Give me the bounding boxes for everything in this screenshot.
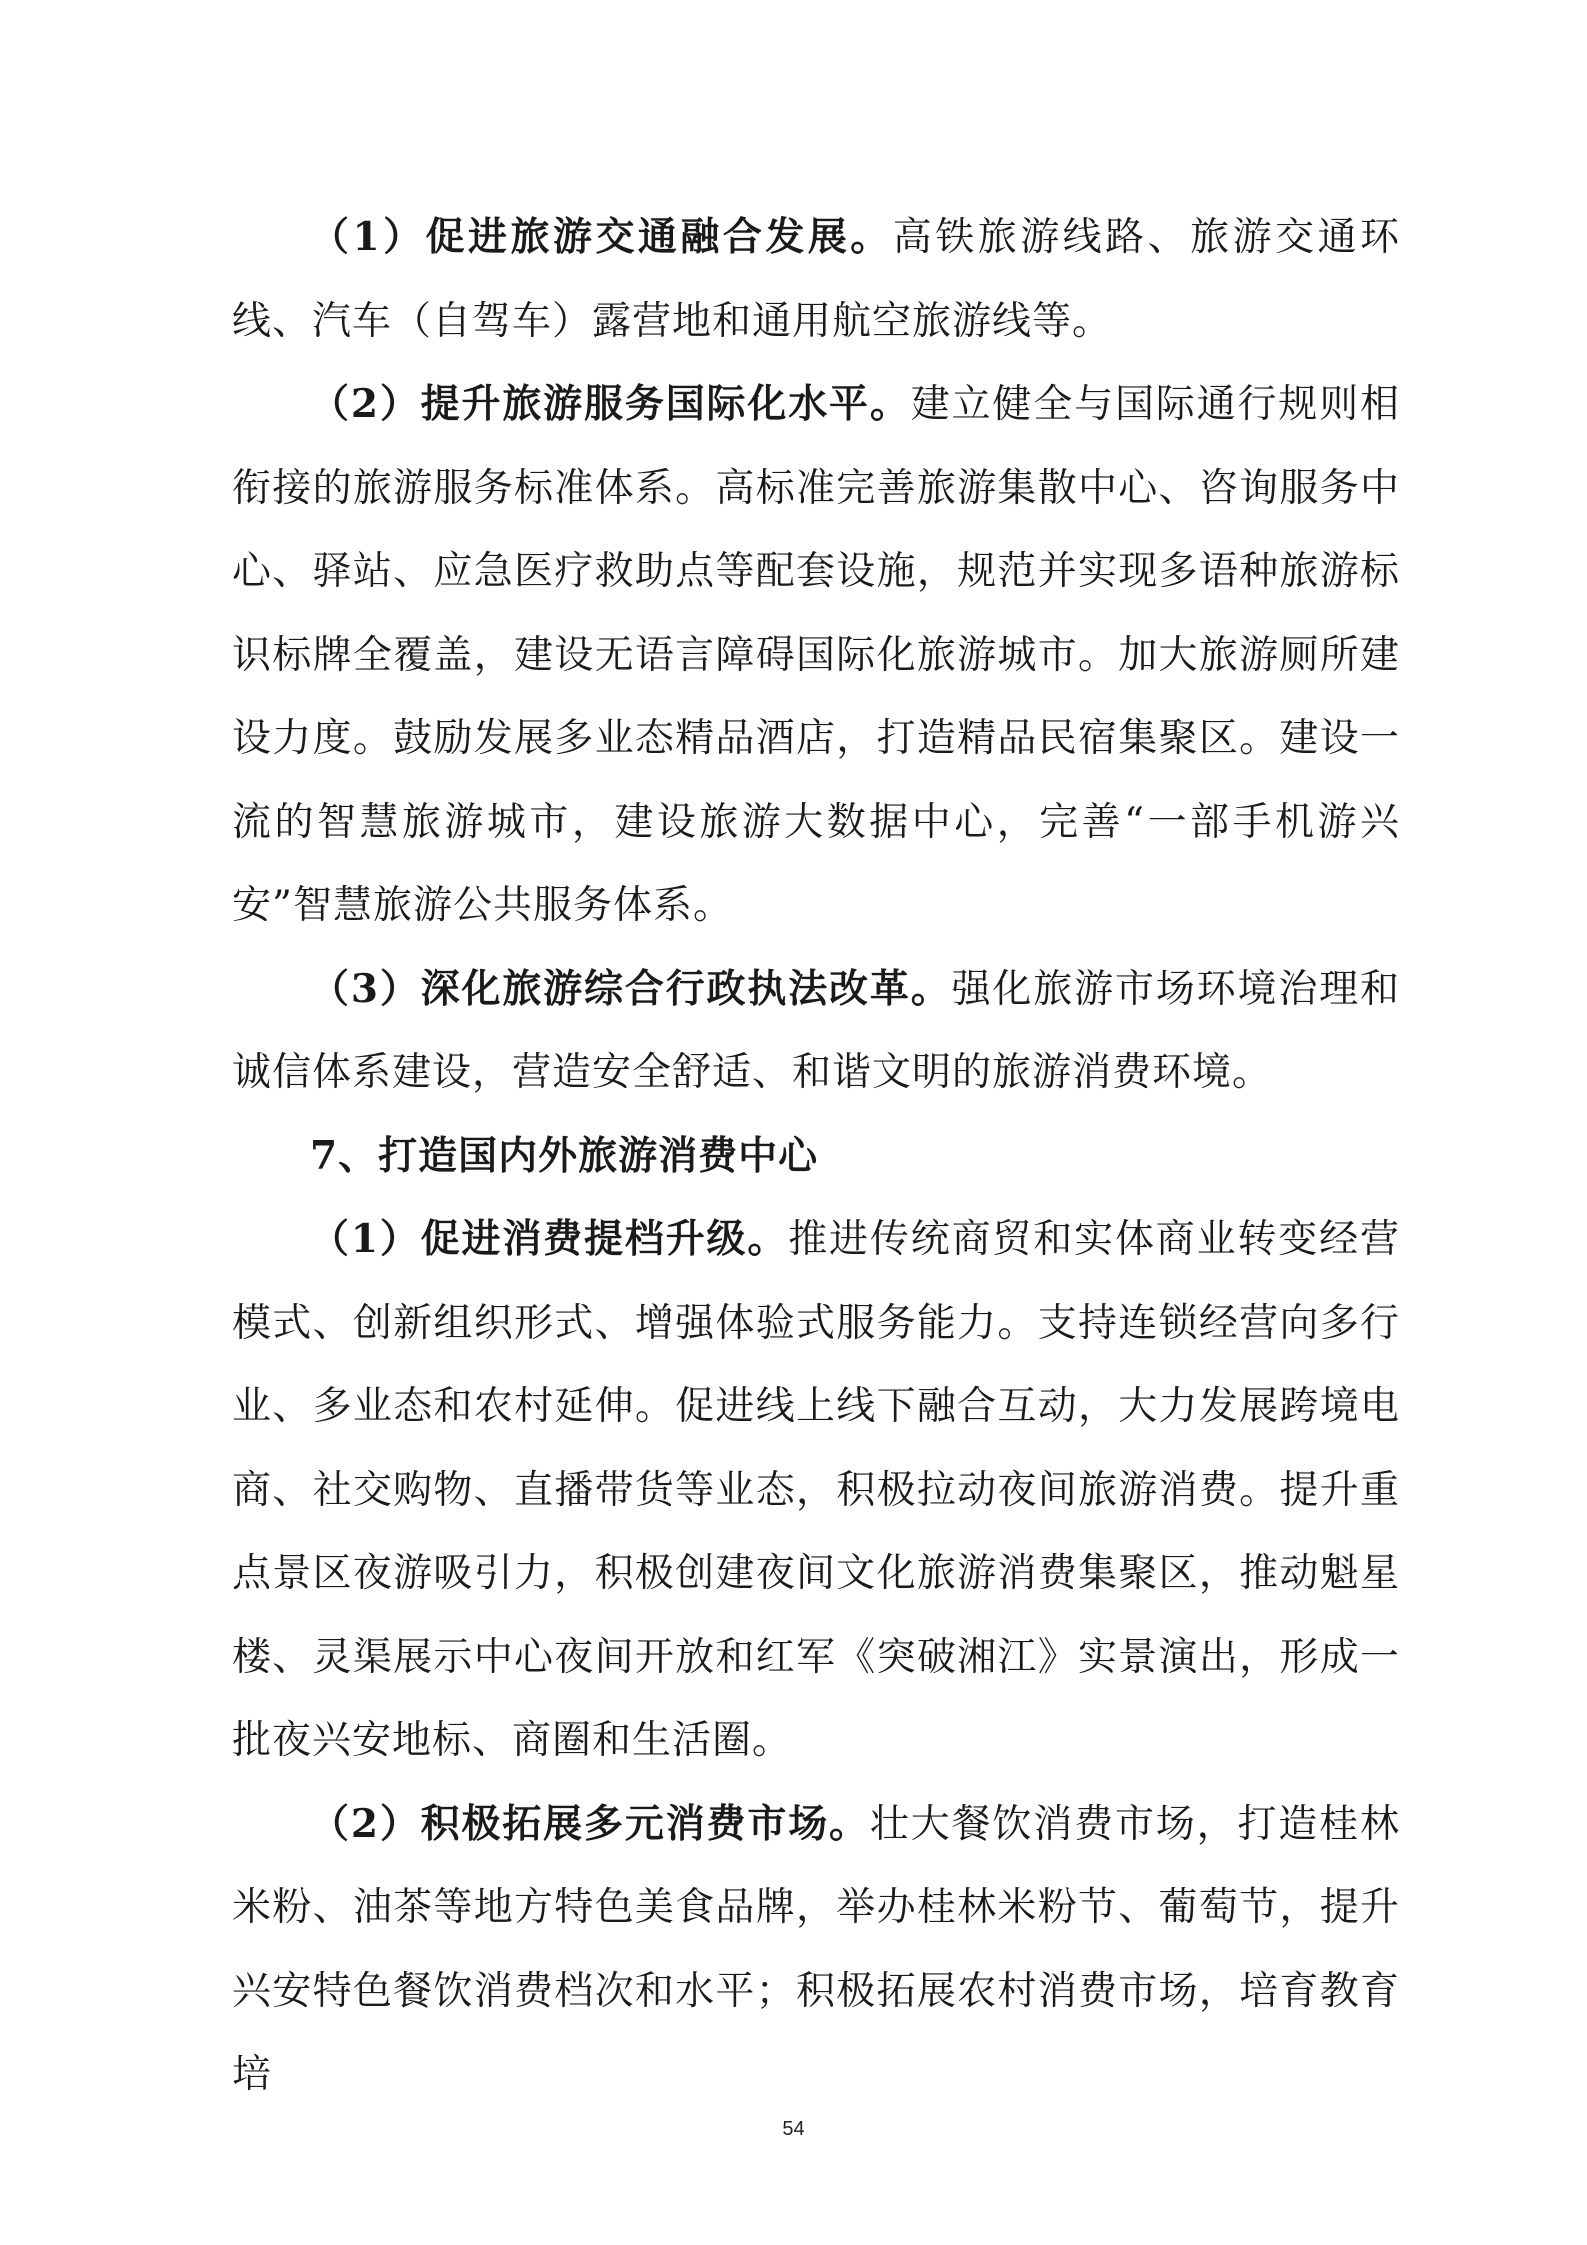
paragraph-law-enforcement-reform (232, 948, 1400, 1115)
paragraph-lead: （1）促进旅游交通融合发展。 (310, 214, 893, 260)
page-number: 54 (782, 2118, 805, 2140)
paragraph-text: 推进传统商贸和实体商业转变经营模式、创新组织形式、增强体验式服务能力。支持连锁经营向多行业、多业态和农村延伸。促进线上线下融合互动，大力发展跨境电商、社交购物、直播带货等业态，积极拉动夜间旅游消费。提升重点景区夜游吸引力，积极创建夜间文化旅游消费集聚区，推动魁星楼、灵渠展示中心夜间开放和红军《突破湘江》实景演出，形成一批夜兴安地标、商圈和生活圈。 (232, 1217, 1400, 1763)
paragraph-text: 强化旅游市场环境治理和诚信体系建设，营造安全舒适、和谐文明的旅游消费环境。 (232, 966, 1400, 1095)
paragraph-international-service (232, 363, 1400, 948)
document-body (232, 196, 1400, 2117)
paragraph-lead: （2）积极拓展多元消费市场。 (310, 1800, 870, 1847)
paragraph-text: 高铁旅游线路、旅游交通环线、汽车（自驾车）露营地和通用航空旅游线等。 (232, 215, 1400, 344)
paragraph-consumption-upgrade (232, 1198, 1400, 1783)
paragraph-lead: （1）促进消费提档升级。 (310, 1216, 789, 1262)
paragraph-tourism-transport (232, 196, 1400, 363)
paragraph-text: 壮大餐饮消费市场，打造桂林米粉、油茶等地方特色美食品牌，举办桂林米粉节、葡萄节，提升兴安特色餐饮消费档次和水平；积极拓展农村消费市场，培育教育培 (232, 1801, 1400, 2097)
paragraph-diverse-markets (232, 1783, 1400, 2117)
section-heading: 7、打造国内外旅游消费中心 (310, 1132, 819, 1179)
paragraph-text: 建立健全与国际通行规则相衔接的旅游服务标准体系。高标准完善旅游集散中心、咨询服务中心、驿站、应急医疗救助点等配套设施，规范并实现多语种旅游标识标牌全覆盖，建设无语言障碍国际化旅游城市。加大旅游厕所建设力度。鼓励发展多业态精品酒店，打造精品民宿集聚区。建设一流的智慧旅游城市，建设旅游大数据中心，完善“一部手机游兴安”智慧旅游公共服务体系。 (232, 382, 1400, 928)
paragraph-lead: （3）深化旅游综合行政执法改革。 (310, 965, 952, 1012)
paragraph-lead: （2）提升旅游服务国际化水平。 (310, 381, 911, 427)
